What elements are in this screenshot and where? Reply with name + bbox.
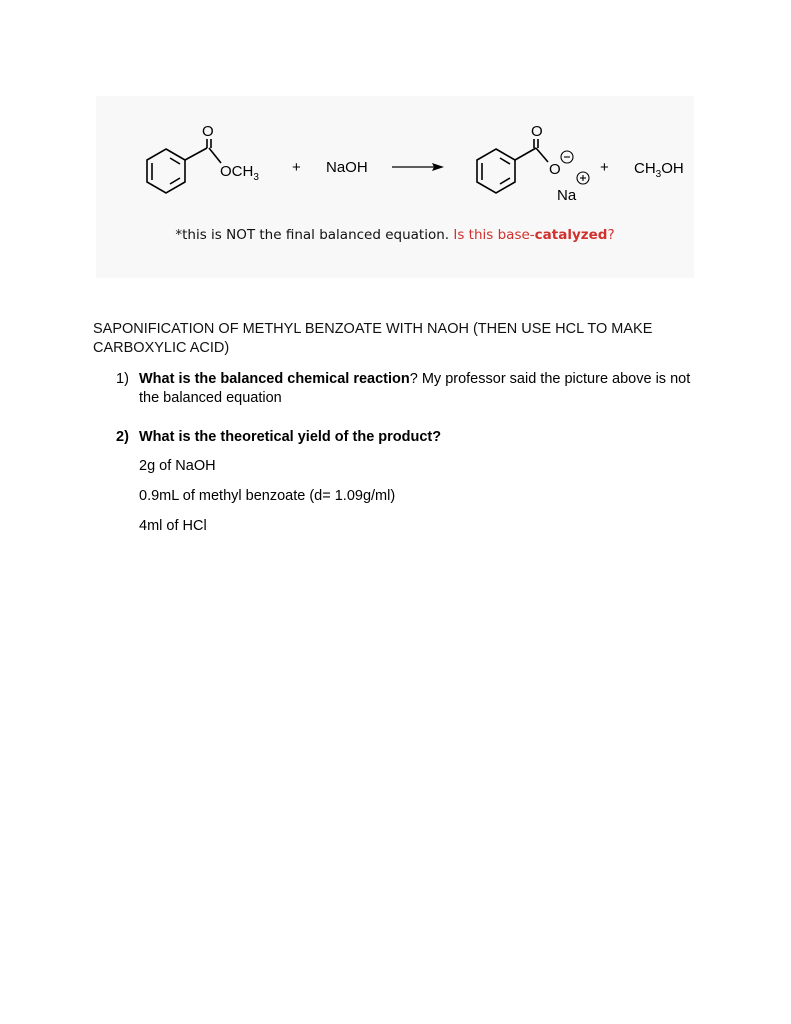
plus-sign-1: +: [292, 159, 301, 176]
methyl-benzoate-structure: [147, 139, 221, 193]
caption-question-part-1: Is this base-: [453, 227, 535, 243]
negative-charge-icon: [561, 151, 573, 163]
methanol-label: $CH_3OH$: [634, 160, 684, 180]
question-1-text: [139, 370, 709, 408]
document-title: SAPONIFICATION OF METHYL BENZOATE WITH NAOH (THEN USE HCL TO MAKE CARBOXYLIC ACID): [93, 321, 653, 356]
caption-question-mark: ?: [607, 227, 615, 243]
given-naoh: 2g of NaOH: [139, 458, 216, 474]
question-2-number: 2): [116, 429, 129, 445]
caption-question-bold: catalyzed: [534, 227, 608, 243]
reagent-label: NaOH: [326, 159, 368, 176]
question-1-bold-text: What is the balanced chemical reaction: [139, 371, 410, 387]
caption-text: *this is NOT the final balanced equation.: [175, 227, 454, 243]
reaction-scheme-drawing: [96, 96, 694, 278]
carbonyl-oxygen-label: O: [202, 123, 214, 140]
plus-sign-2: +: [600, 159, 609, 176]
question-2-text: What is the theoretical yield of the product?: [139, 429, 442, 445]
caption-question: [453, 227, 614, 243]
given-methyl-benzoate: 0.9mL of methyl benzoate (d= 1.09g/ml): [139, 488, 396, 504]
sodium-benzoate-structure: [477, 139, 548, 193]
question-1-rest-text: ? My professor said the picture above is not the balanced equation: [139, 371, 691, 406]
scheme-caption: [96, 227, 694, 243]
carboxylate-oxygen-label: O: [549, 161, 561, 178]
positive-charge-icon: [577, 172, 589, 184]
given-hcl: 4ml of HCl: [139, 518, 207, 534]
methoxy-label: $OCH_3$: [220, 163, 259, 183]
question-1-number: 1): [116, 371, 129, 387]
reaction-scheme-image: [96, 96, 694, 278]
product-carbonyl-oxygen-label: O: [531, 123, 543, 140]
sodium-label: Na: [557, 187, 577, 204]
reaction-arrow: [392, 163, 444, 171]
